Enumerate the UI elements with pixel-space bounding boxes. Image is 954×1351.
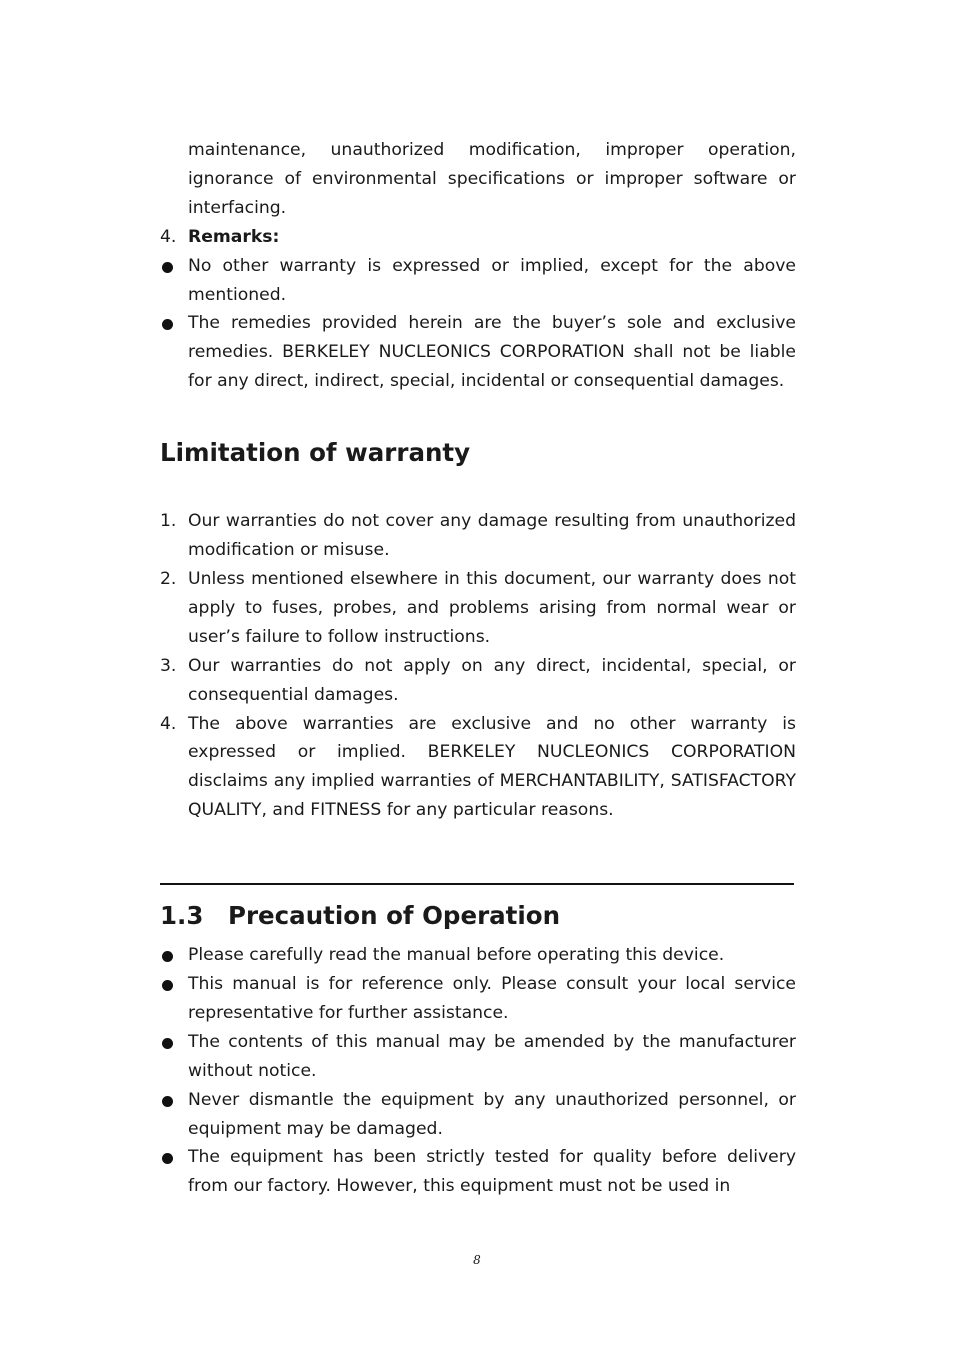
- bullet-icon: [162, 980, 173, 991]
- list-number: 4.: [160, 226, 177, 247]
- bullet-text: The contents of this manual may be amended by the manufacturer without notice.: [188, 1031, 796, 1081]
- section-title: Precaution of Operation: [228, 901, 561, 931]
- bullet-text: Please carefully read the manual before operating this device.: [188, 945, 725, 966]
- bullet-icon: [162, 319, 173, 330]
- bullet-text: No other warranty is expressed or implied, except for the above mentioned.: [188, 255, 796, 305]
- limitation-list-item: [160, 507, 796, 565]
- bullet-text: The equipment has been strictly tested for quality before delivery from our factory. However, this equipment must not be used in: [188, 1147, 796, 1197]
- remarks-heading-item: [160, 223, 796, 252]
- limitation-list-item: [160, 652, 796, 710]
- bullet-icon: [162, 1038, 173, 1049]
- page-number: 8: [473, 1253, 481, 1267]
- list-number: 3.: [160, 655, 177, 676]
- precaution-bullet-item: [160, 1143, 796, 1201]
- bullet-text: This manual is for reference only. Please consult your local service representative for further assistance.: [188, 974, 796, 1023]
- bullet-icon: [162, 262, 173, 273]
- precaution-bullet-item: [160, 970, 796, 1028]
- limitation-list-item: [160, 710, 796, 826]
- list-item-text: Our warranties do not cover any damage resulting from unauthorized modification or misuse.: [188, 511, 796, 561]
- precaution-bullet-item: [160, 1086, 796, 1144]
- precaution-bullet-item: [160, 1028, 796, 1086]
- list-number: 4.: [160, 713, 177, 734]
- remarks-bullet-item: [160, 252, 796, 310]
- continuation-paragraph: maintenance, unauthorized modification, improper operation, ignorance of environmental specifications or improper software or interfacing.: [188, 140, 796, 218]
- bullet-icon: [162, 951, 173, 962]
- section-heading: [160, 900, 796, 932]
- bullet-text: The remedies provided herein are the buyer’s sole and exclusive remedies. BERKELEY NUCLEONICS CORPORATION shall not be liable for any direct, indirect, special, incidental or consequential damages.: [188, 313, 796, 392]
- list-number: 1.: [160, 511, 177, 532]
- remarks-label: Remarks:: [188, 226, 280, 247]
- list-number: 2.: [160, 568, 177, 589]
- limitation-heading: Limitation of warranty: [160, 438, 471, 468]
- bullet-icon: [162, 1096, 173, 1107]
- list-item-text: Unless mentioned elsewhere in this document, our warranty does not apply to fuses, probes, and problems arising from normal wear or user’s failure to follow instructions.: [188, 568, 796, 647]
- section-divider: [160, 883, 794, 885]
- section-number: 1.3: [160, 901, 204, 931]
- bullet-text: Never dismantle the equipment by any unauthorized personnel, or equipment may be damaged.: [188, 1089, 796, 1139]
- bullet-icon: [162, 1153, 173, 1164]
- remarks-bullet-item: [160, 309, 796, 396]
- document-page: [160, 136, 796, 1201]
- limitation-list-item: [160, 565, 796, 652]
- list-item-text: Our warranties do not apply on any direct, incidental, special, or consequential damages.: [188, 655, 796, 705]
- precaution-bullet-item: [160, 941, 796, 970]
- list-item-text: The above warranties are exclusive and no other warranty is expressed or implied. BERKELEY NUCLEONICS CORPORATION disclaims any implied warranties of MERCHANTABILITY, SATISFACTORY QUALITY, and FITNESS for any particular reasons.: [188, 713, 796, 821]
